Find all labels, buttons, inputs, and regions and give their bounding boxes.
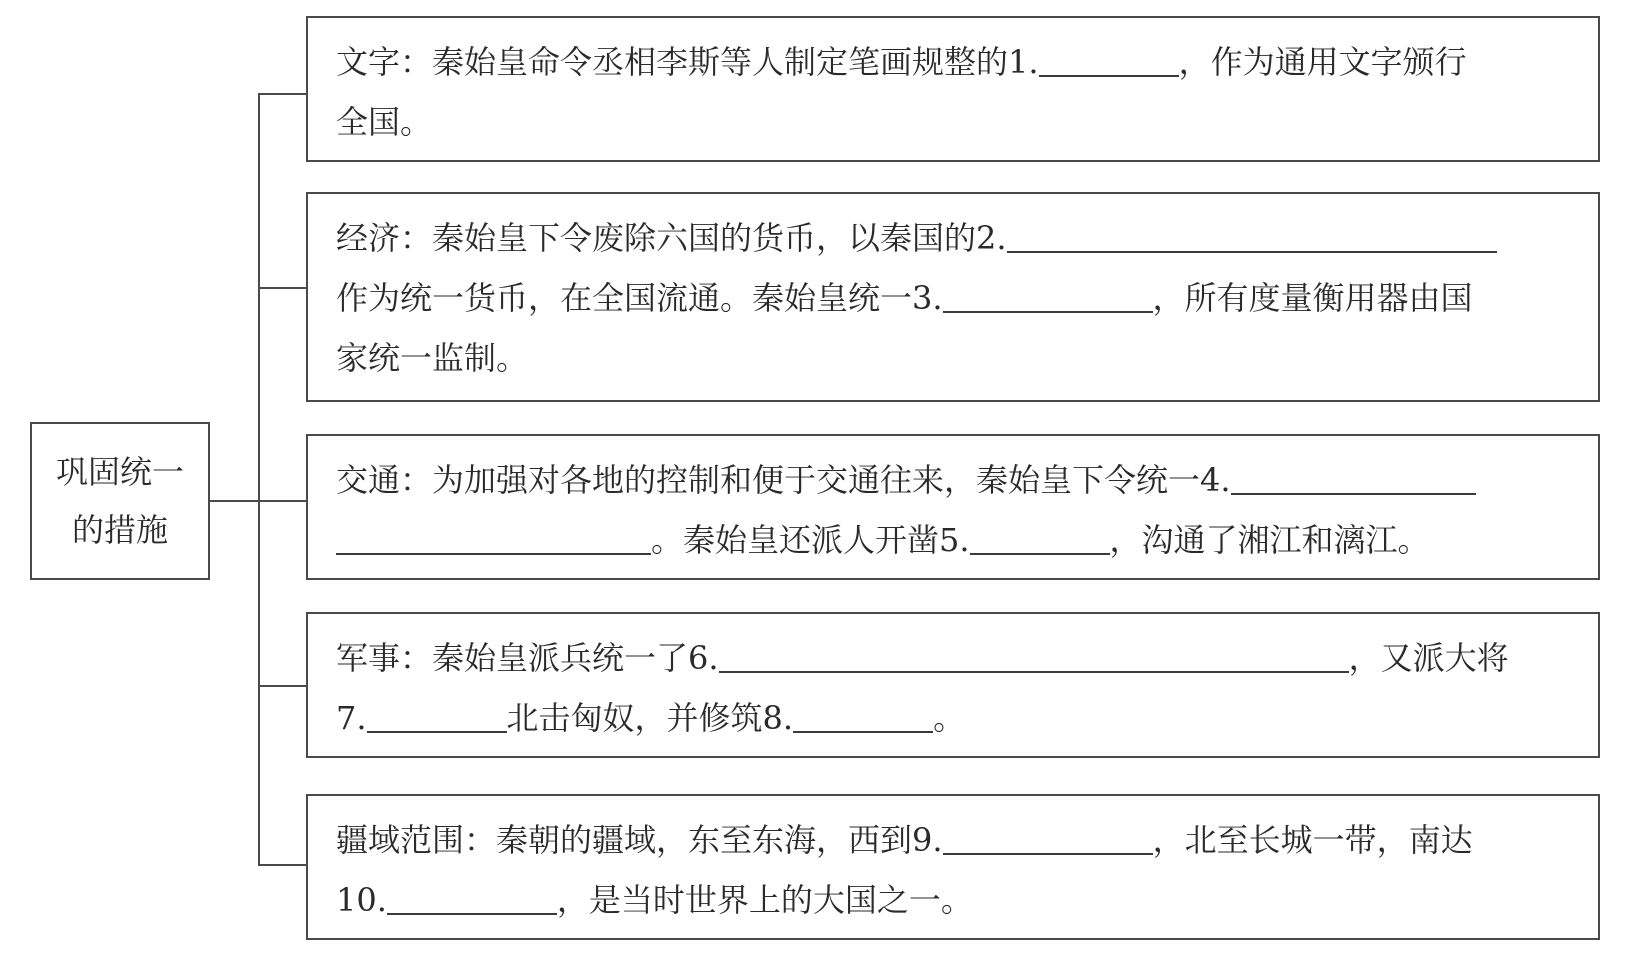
branch-connector-2 bbox=[258, 287, 306, 289]
root-connector bbox=[210, 500, 258, 502]
branch-military-label: 军事： bbox=[336, 639, 433, 677]
blank-4a bbox=[1231, 457, 1476, 495]
branch-territory-line-2 bbox=[336, 870, 1550, 930]
branch-script-label: 文字： bbox=[336, 43, 433, 81]
branch-economy-line-3 bbox=[336, 328, 1550, 388]
branch-script-text-c: 全国。 bbox=[336, 103, 433, 141]
blank-2 bbox=[1007, 215, 1497, 253]
branch-military-line-2 bbox=[336, 688, 1550, 748]
blank-6 bbox=[719, 635, 1349, 673]
branch-territory-text-d: ，是当时世界上的大国之一。 bbox=[556, 881, 973, 919]
root-label-line-2: 的措施 bbox=[71, 511, 168, 549]
branch-transport-line-2 bbox=[336, 510, 1550, 570]
branch-transport-line-1 bbox=[336, 450, 1550, 510]
branch-economy-text-b: 作为统一货币，在全国流通。秦始皇统一3. bbox=[336, 279, 943, 317]
branch-transport-text-b: 。秦始皇还派人开凿5. bbox=[651, 521, 970, 559]
blank-7 bbox=[367, 695, 507, 733]
blank-1 bbox=[1039, 39, 1179, 77]
branch-territory-text-a: 秦朝的疆域，东至东海，西到9. bbox=[496, 821, 943, 859]
branch-military bbox=[306, 612, 1600, 758]
branch-economy-text-c: ，所有度量衡用器由国 bbox=[1152, 279, 1473, 317]
branch-connector-5 bbox=[258, 864, 306, 866]
root-label-line-1: 巩固统一 bbox=[55, 453, 184, 491]
branch-economy bbox=[306, 192, 1600, 402]
branch-script-line-1 bbox=[336, 32, 1550, 92]
branch-script bbox=[306, 16, 1600, 162]
branch-script-text-a: 秦始皇命令丞相李斯等人制定笔画规整的1. bbox=[432, 43, 1039, 81]
branch-military-text-e: 。 bbox=[933, 699, 966, 737]
branch-transport-label: 交通： bbox=[336, 461, 433, 499]
branch-script-line-2 bbox=[336, 92, 1550, 152]
blank-4b bbox=[336, 517, 651, 555]
branch-connector-3 bbox=[258, 500, 306, 502]
blank-8 bbox=[793, 695, 933, 733]
branch-military-text-d: 北击匈奴，并修筑8. bbox=[506, 699, 794, 737]
blank-10 bbox=[387, 877, 557, 915]
branch-military-line-1 bbox=[336, 628, 1550, 688]
branch-territory-text-b: ，北至长城一带，南达 bbox=[1152, 821, 1473, 859]
branch-military-text-b: ，又派大将 bbox=[1348, 639, 1509, 677]
root-node bbox=[30, 422, 210, 580]
branch-military-text-c: 7. bbox=[336, 699, 367, 737]
branch-military-text-a: 秦始皇派兵统一了6. bbox=[432, 639, 719, 677]
branch-economy-text-a: 秦始皇下令废除六国的货币，以秦国的2. bbox=[432, 219, 1007, 257]
branch-transport-text-c: ，沟通了湘江和漓江。 bbox=[1109, 521, 1430, 559]
branch-connector-1 bbox=[258, 93, 306, 95]
branch-economy-line-1 bbox=[336, 208, 1550, 268]
branch-territory-line-1 bbox=[336, 810, 1550, 870]
trunk-line bbox=[258, 93, 260, 864]
blank-3 bbox=[943, 275, 1153, 313]
branch-economy-text-d: 家统一监制。 bbox=[336, 339, 529, 377]
branch-economy-line-2 bbox=[336, 268, 1550, 328]
blank-9 bbox=[943, 817, 1153, 855]
branch-territory-label: 疆域范围： bbox=[336, 821, 497, 859]
branch-economy-label: 经济： bbox=[336, 219, 433, 257]
blank-5 bbox=[970, 517, 1110, 555]
branch-script-text-b: ，作为通用文字颁行 bbox=[1178, 43, 1467, 81]
branch-transport-text-a: 为加强对各地的控制和便于交通往来，秦始皇下令统一4. bbox=[432, 461, 1231, 499]
branch-territory bbox=[306, 794, 1600, 940]
branch-territory-text-c: 10. bbox=[336, 881, 387, 919]
branch-transport bbox=[306, 434, 1600, 580]
branch-connector-4 bbox=[258, 685, 306, 687]
